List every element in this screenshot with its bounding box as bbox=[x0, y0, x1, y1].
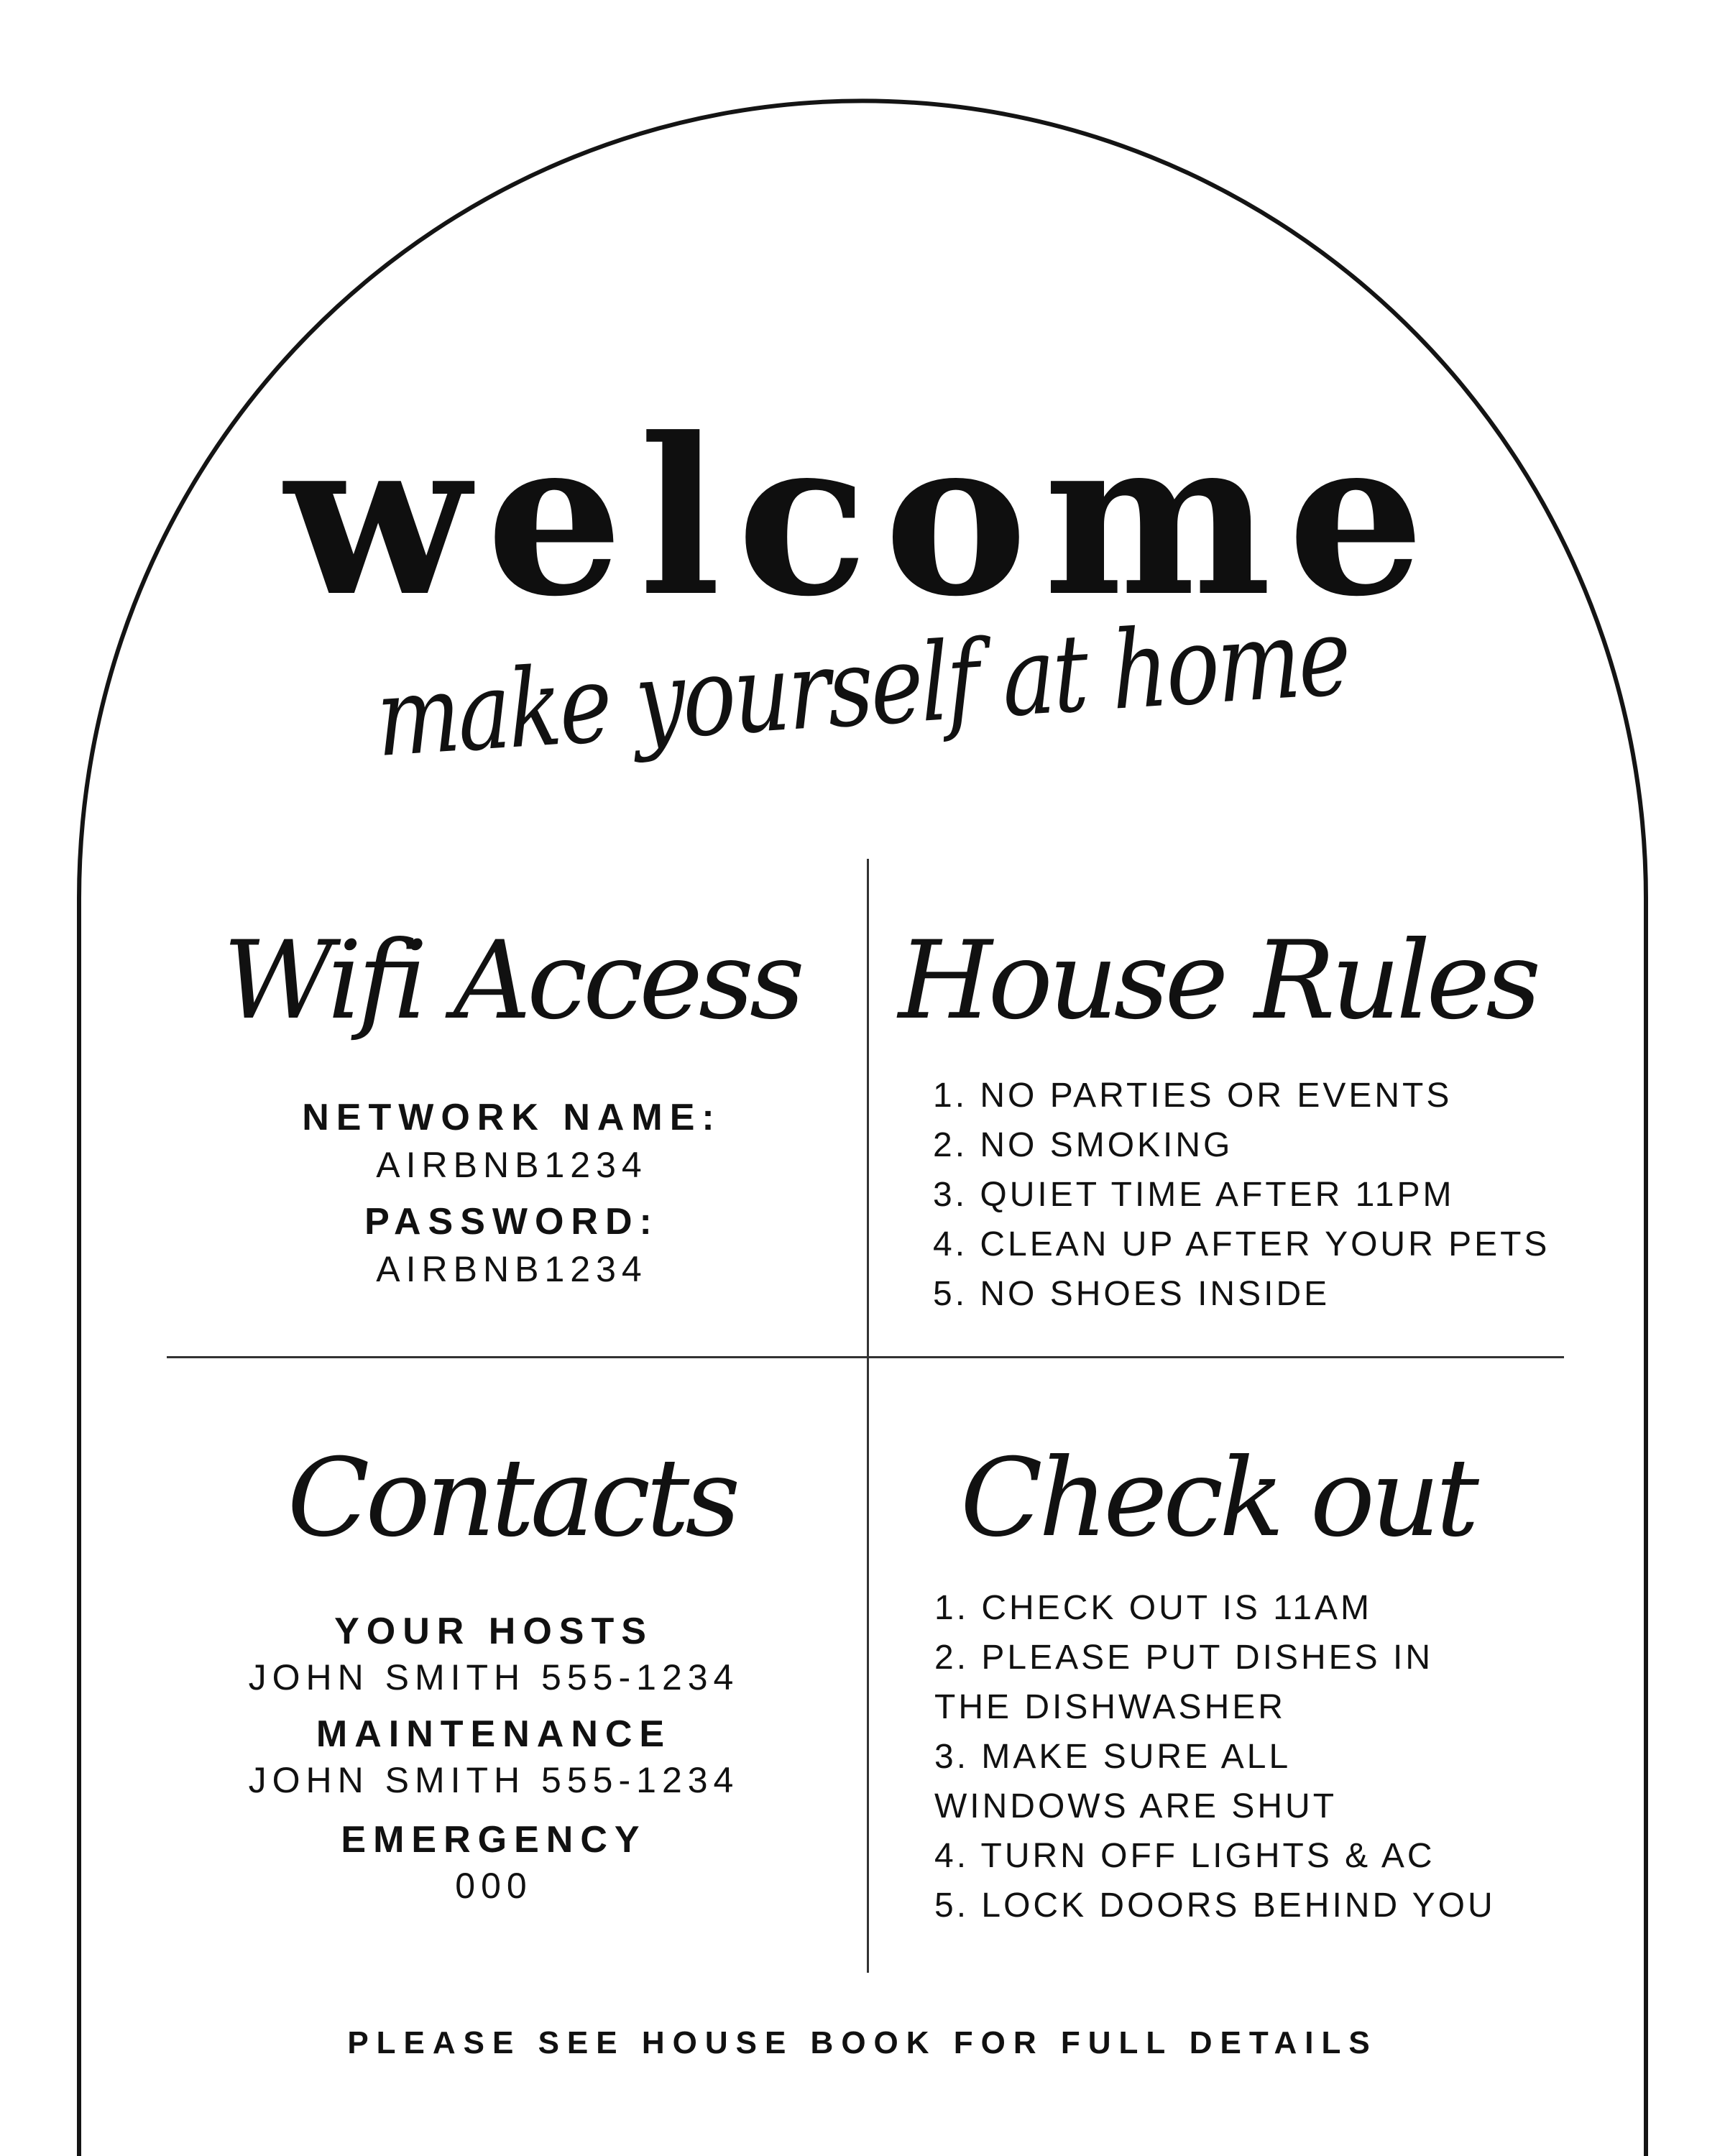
checkout-line: 2. PLEASE PUT DISHES IN bbox=[934, 1639, 1433, 1677]
wifi-heading: Wifi Access bbox=[223, 918, 801, 1044]
password-label: PASSWORD: bbox=[364, 1201, 659, 1243]
welcome-subtitle: make yourself at home bbox=[374, 594, 1351, 782]
checkout-line: 4. TURN OFF LIGHTS & AC bbox=[934, 1837, 1435, 1875]
checkout-line: WINDOWS ARE SHUT bbox=[934, 1787, 1338, 1825]
house-rule-item: 4. CLEAN UP AFTER YOUR PETS bbox=[933, 1225, 1550, 1263]
password-value: AIRBNB1234 bbox=[376, 1249, 648, 1289]
maintenance-value: JOHN SMITH 555-1234 bbox=[248, 1760, 740, 1800]
maintenance-label: MAINTENANCE bbox=[316, 1713, 672, 1755]
emergency-value: 000 bbox=[455, 1866, 533, 1906]
checkout-line: 3. MAKE SURE ALL bbox=[934, 1738, 1292, 1776]
checkout-list bbox=[934, 1583, 1496, 1930]
checkout-heading: Check out bbox=[960, 1436, 1475, 1561]
welcome-title: welcome bbox=[284, 390, 1441, 644]
horizontal-divider bbox=[167, 1356, 1564, 1358]
house-rule-item: 5. NO SHOES INSIDE bbox=[933, 1275, 1330, 1313]
house-rules-heading: House Rules bbox=[898, 918, 1537, 1044]
house-rules-list bbox=[933, 1071, 1550, 1319]
vertical-divider bbox=[867, 859, 869, 1973]
emergency-label: EMERGENCY bbox=[341, 1819, 647, 1861]
checkout-line: 5. LOCK DOORS BEHIND YOU bbox=[934, 1886, 1496, 1925]
your-hosts-value: JOHN SMITH 555-1234 bbox=[248, 1657, 740, 1697]
footer-note: PLEASE SEE HOUSE BOOK FOR FULL DETAILS bbox=[347, 2025, 1378, 2060]
contacts-heading: Contacts bbox=[287, 1436, 737, 1561]
house-rule-item: 1. NO PARTIES OR EVENTS bbox=[933, 1077, 1453, 1115]
network-name-value: AIRBNB1234 bbox=[376, 1145, 648, 1185]
checkout-line: THE DISHWASHER bbox=[934, 1688, 1286, 1726]
checkout-line: 1. CHECK OUT IS 11AM bbox=[934, 1589, 1373, 1627]
house-rule-item: 3. QUIET TIME AFTER 11PM bbox=[933, 1176, 1455, 1214]
your-hosts-label: YOUR HOSTS bbox=[334, 1611, 653, 1652]
network-name-label: NETWORK NAME: bbox=[302, 1097, 722, 1138]
house-rule-item: 2. NO SMOKING bbox=[933, 1126, 1233, 1164]
